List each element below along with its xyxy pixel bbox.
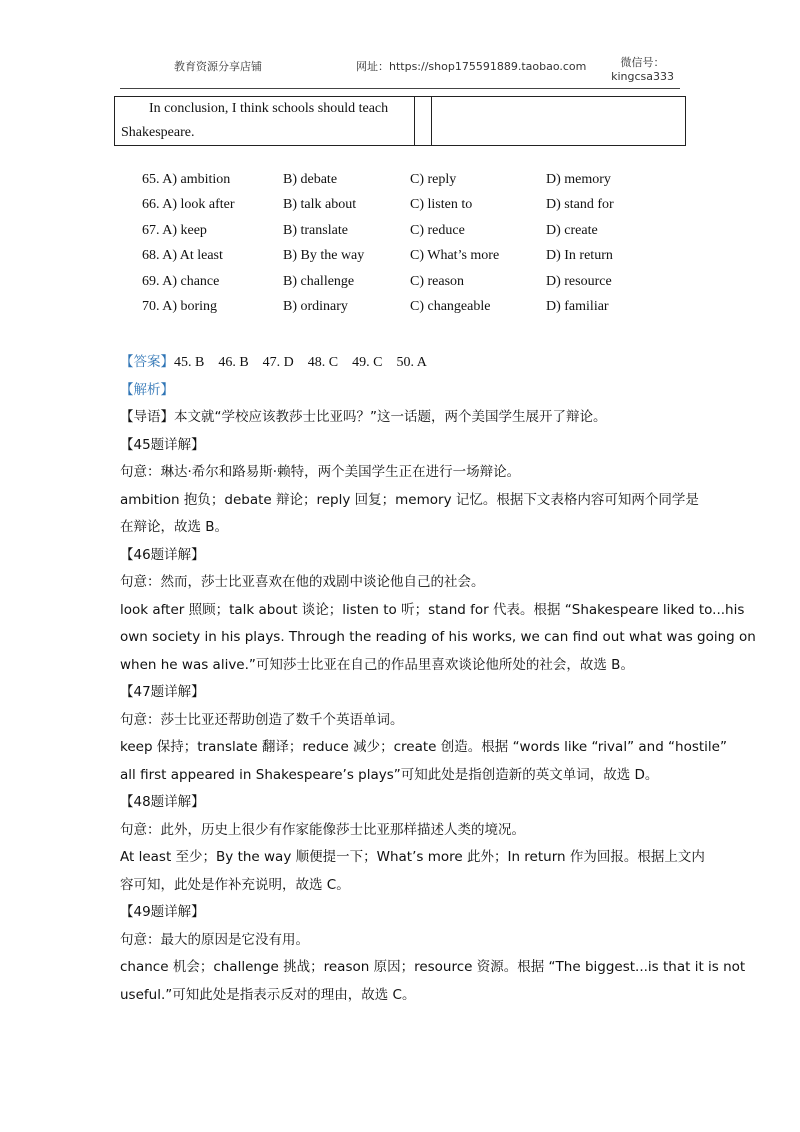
answer-label: 【答案】 — [120, 354, 174, 370]
option-b: B) talk about — [283, 197, 357, 213]
option-c: C) reduce — [410, 222, 465, 238]
explanation-line: 在辩论，故选 B。 — [120, 519, 229, 535]
option-d: D) In return — [546, 248, 613, 264]
answer-line — [120, 350, 685, 378]
wechat-label: 微信号： — [620, 56, 665, 69]
explanation-line: own society in his plays. Through the reading of his works, we can find out what was going on — [120, 629, 756, 645]
sentence-meaning: 句意：最大的原因是它没有用。 — [120, 931, 309, 948]
explanation-line: all first appeared in Shakespeare’s plays”可知此处是指创造新的英文单词，故选 D。 — [120, 766, 659, 783]
intro-line: 【导语】本文就“学校应该教莎士比亚吗？”这一话题，两个美国学生展开了辩论。 — [120, 409, 607, 425]
option-d: D) familiar — [546, 298, 609, 314]
section-heading: 【49题详解】 — [120, 904, 205, 920]
shop-url[interactable]: 网址：https://shop175591889.taobao.com — [356, 60, 587, 73]
analysis-label-line — [120, 378, 685, 406]
section-heading: 【45题详解】 — [120, 436, 205, 453]
explanation-body — [120, 350, 756, 1010]
explanation-line: look after 照顾；talk about 谈论；listen to 听；stand for 代表。根据 “Shakespeare liked to...his — [120, 601, 745, 618]
option-c: C) listen to — [410, 197, 473, 213]
analysis-label: 【解析】 — [120, 381, 174, 398]
option-b: B) challenge — [283, 273, 355, 289]
wechat-info — [611, 56, 674, 84]
option-c: C) What’s more — [410, 248, 500, 264]
answer-text: 45. B 46. B 47. D 48. C 49. C 50. A — [174, 355, 427, 370]
page-header — [120, 54, 680, 90]
table-divider — [431, 97, 432, 145]
explanation-line: At least 至少；By the way 顺便提一下；What’s more 此外；In return 作为回报。根据上文内 — [120, 849, 705, 865]
shop-name: 教育资源分享店铺 — [174, 60, 262, 73]
section-heading: 【48题详解】 — [120, 794, 205, 810]
section-heading: 【46题详解】 — [120, 546, 205, 563]
conclusion-cell — [115, 97, 415, 145]
option-b: B) By the way — [283, 248, 365, 264]
option-a: 68. A) At least — [142, 248, 223, 264]
sentence-meaning: 句意：此外，历史上很少有作家能像莎士比亚那样描述人类的境况。 — [120, 821, 525, 838]
section-heading: 【47题详解】 — [120, 684, 205, 700]
option-d: D) stand for — [546, 197, 614, 213]
conclusion-line: In conclusion, I think schools should teach — [149, 101, 389, 116]
header-divider — [120, 88, 680, 89]
option-b: B) translate — [283, 222, 348, 238]
sentence-meaning: 句意：然而，莎士比亚喜欢在他的戏剧中谈论他自己的社会。 — [120, 574, 485, 590]
option-a: 65. A) ambition — [142, 172, 231, 187]
option-d: D) memory — [546, 172, 611, 187]
explanation-line: ambition 抱负；debate 辩论；reply 回复；memory 记忆。根据下文表格内容可知两个同学是 — [120, 491, 699, 508]
wechat-id: kingcsa333 — [611, 70, 674, 83]
option-b: B) ordinary — [283, 298, 348, 314]
option-b: B) debate — [283, 172, 338, 187]
option-a: 70. A) boring — [142, 298, 218, 314]
explanation-line: 容可知，此处是作补充说明，故选 C。 — [120, 876, 350, 893]
explanation-line: when he was alive.”可知莎士比亚在自己的作品里喜欢谈论他所处的社会，故选 B。 — [120, 656, 634, 673]
option-d: D) create — [546, 222, 598, 238]
sentence-meaning: 句意：莎士比亚还帮助创造了数千个英语单词。 — [120, 711, 404, 728]
option-d: D) resource — [546, 273, 612, 289]
option-c: C) reply — [410, 172, 457, 187]
option-a: 66. A) look after — [142, 197, 235, 213]
option-c: C) reason — [410, 273, 465, 289]
explanation-line: chance 机会；challenge 挑战；reason 原因；resource 资源。根据 “The biggest...is that it is not — [120, 959, 746, 975]
option-a: 67. A) keep — [142, 222, 207, 238]
debate-table — [114, 96, 686, 146]
explanation-line: useful.”可知此处是指表示反对的理由，故选 C。 — [120, 986, 416, 1003]
option-c: C) changeable — [410, 298, 491, 314]
conclusion-line: Shakespeare. — [121, 125, 195, 140]
sentence-meaning: 句意：琳达·希尔和路易斯·赖特，两个美国学生正在进行一场辩论。 — [120, 464, 521, 480]
explanation-line: keep 保持；translate 翻译；reduce 减少；create 创造。根据 “words like “rival” and “hostile” — [120, 739, 727, 755]
option-a: 69. A) chance — [142, 273, 220, 289]
